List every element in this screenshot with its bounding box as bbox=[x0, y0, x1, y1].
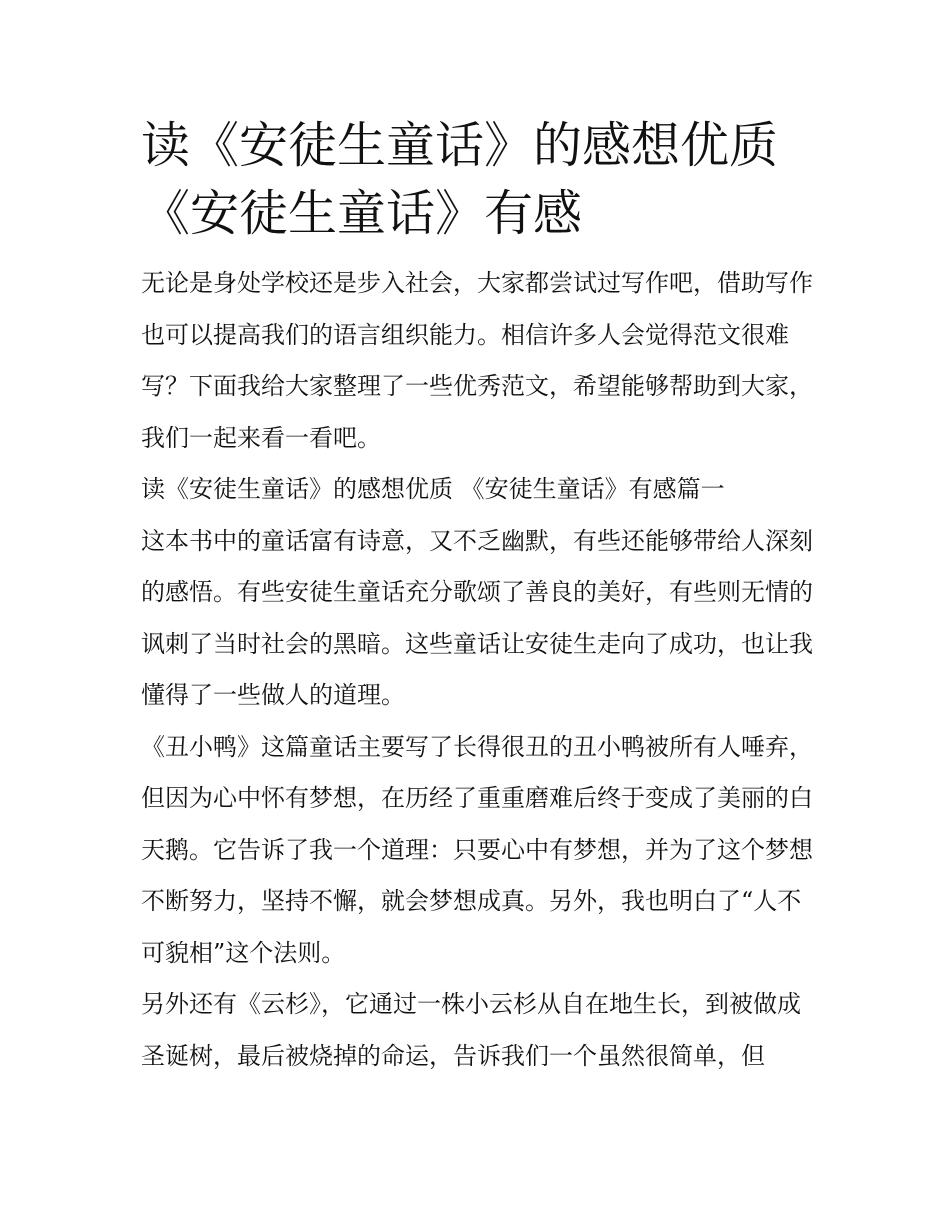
section-heading: 读《安徒生童话》的感想优质 《安徒生童话》有感篇一 bbox=[141, 475, 725, 503]
document-body bbox=[141, 258, 813, 1082]
body-paragraph-1: 这本书中的童话富有诗意，又不乏幽默，有些还能够带给人深刻的感悟。有些安徒生童话充分歌颂了善良的美好，有些则无情的讽刺了当时社会的黑暗。这些童话让安徒生走向了成功，也让我懂得了一些做人的道理。 bbox=[141, 526, 813, 709]
document-page bbox=[141, 112, 813, 1082]
title-line-2: 《安徒生童话》有感 bbox=[141, 185, 583, 242]
document-title bbox=[141, 112, 813, 248]
body-paragraph-2: 《丑小鸭》这篇童话主要写了长得很丑的丑小鸭被所有人唾弃，但因为心中怀有梦想，在历经了重重磨难后终于变成了美丽的白天鹅。它告诉了我一个道理：只要心中有梦想，并为了这个梦想不断努力，坚持不懈，就会梦想成真。另外，我也明白了“人不可貌相”这个法则。 bbox=[141, 732, 813, 967]
intro-paragraph: 无论是身处学校还是步入社会，大家都尝试过写作吧，借助写作也可以提高我们的语言组织能力。相信许多人会觉得范文很难写？下面我给大家整理了一些优秀范文，希望能够帮助到大家，我们一起来看一看吧。 bbox=[141, 269, 813, 452]
title-line-1: 读《安徒生童话》的感想优质 bbox=[141, 117, 779, 174]
body-paragraph-3: 另外还有《云杉》，它通过一株小云杉从自在地生长，到被做成圣诞树，最后被烧掉的命运，告诉我们一个虽然很简单，但 bbox=[141, 990, 801, 1070]
